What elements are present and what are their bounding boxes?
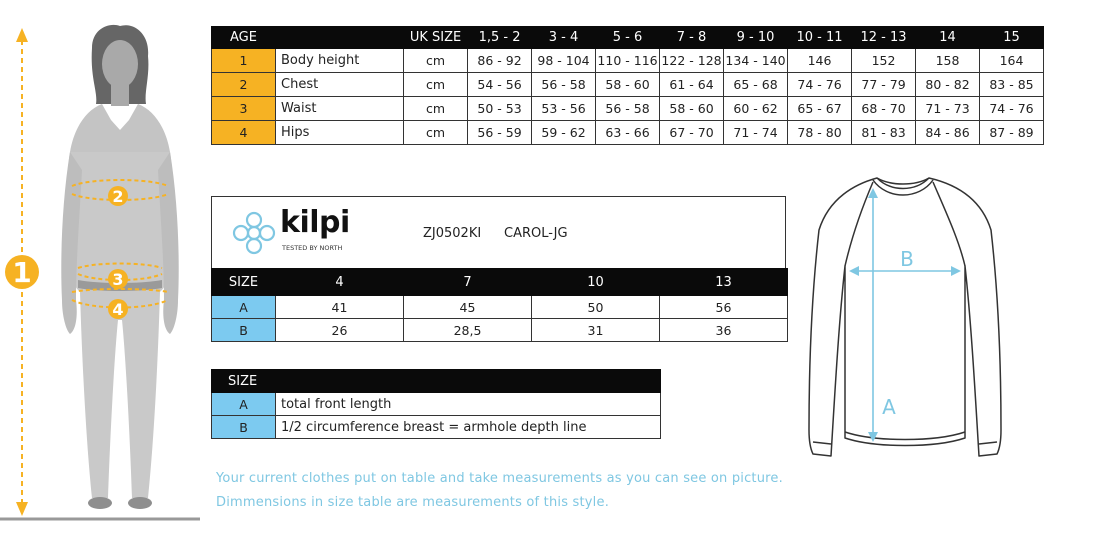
product-size-table: [211, 268, 788, 342]
row-label: Chest: [276, 73, 404, 97]
row-number: 3: [212, 97, 276, 121]
table-cell: 54 - 56: [468, 73, 532, 97]
brand-header: [211, 196, 786, 268]
table-cell: 56: [660, 296, 788, 319]
table-cell: 146: [788, 49, 852, 73]
shirt-marker-b: B: [900, 247, 914, 271]
legend-header-label: SIZE: [212, 370, 661, 393]
row-label: Waist: [276, 97, 404, 121]
size-table-header: [212, 269, 788, 296]
table-cell: 74 - 76: [788, 73, 852, 97]
header-size: 5 - 6: [596, 27, 660, 49]
table-cell: 45: [404, 296, 532, 319]
table-cell: 53 - 56: [532, 97, 596, 121]
table-cell: 98 - 104: [532, 49, 596, 73]
row-description: 1/2 circumference breast = armhole depth line: [276, 416, 661, 439]
table-cell: 26: [276, 319, 404, 342]
table-row: [212, 416, 661, 439]
legend-header: [212, 370, 661, 393]
row-label: Hips: [276, 121, 404, 145]
table-cell: 81 - 83: [852, 121, 916, 145]
table-cell: 77 - 79: [852, 73, 916, 97]
table-row: [212, 49, 1044, 73]
header-size: 1,5 - 2: [468, 27, 532, 49]
table-cell: 83 - 85: [980, 73, 1044, 97]
age-size-table: [211, 26, 1044, 145]
table-cell: 122 - 128: [660, 49, 724, 73]
table-cell: 50: [532, 296, 660, 319]
row-label: B: [212, 416, 276, 439]
table-cell: 78 - 80: [788, 121, 852, 145]
waist-marker-label: 3: [112, 270, 124, 289]
row-unit: cm: [404, 73, 468, 97]
header-size: 12 - 13: [852, 27, 916, 49]
brand-logo-text: kilpi: [280, 205, 350, 240]
table-cell: 61 - 64: [660, 73, 724, 97]
table-cell: 152: [852, 49, 916, 73]
table-row: [212, 319, 788, 342]
product-name: CAROL-JG: [504, 226, 568, 241]
table-cell: 60 - 62: [724, 97, 788, 121]
row-label: Body height: [276, 49, 404, 73]
table-cell: 158: [916, 49, 980, 73]
long-sleeve-shirt-illustration: [805, 170, 1015, 470]
row-label: A: [212, 296, 276, 319]
table-cell: 50 - 53: [468, 97, 532, 121]
header-size: 9 - 10: [724, 27, 788, 49]
header-size-label: SIZE: [212, 269, 276, 296]
table-row: [212, 97, 1044, 121]
table-cell: 58 - 60: [660, 97, 724, 121]
table-cell: 68 - 70: [852, 97, 916, 121]
row-unit: cm: [404, 49, 468, 73]
table-cell: 84 - 86: [916, 121, 980, 145]
shirt-marker-a: A: [882, 395, 896, 419]
header-size: 7: [404, 269, 532, 296]
row-number: 1: [212, 49, 276, 73]
header-uk-size: UK SIZE: [404, 27, 468, 49]
instruction-note-1: Your current clothes put on table and take measurements as you can see on picture.: [216, 471, 783, 486]
table-cell: 65 - 67: [788, 97, 852, 121]
table-row: [212, 393, 661, 416]
table-cell: 80 - 82: [916, 73, 980, 97]
table-cell: 164: [980, 49, 1044, 73]
table-cell: 31: [532, 319, 660, 342]
table-cell: 28,5: [404, 319, 532, 342]
brand-tagline: TESTED BY NORTH: [282, 244, 343, 252]
row-label: A: [212, 393, 276, 416]
header-size: 10 - 11: [788, 27, 852, 49]
table-cell: 67 - 70: [660, 121, 724, 145]
table-cell: 87 - 89: [980, 121, 1044, 145]
row-description: total front length: [276, 393, 661, 416]
kilpi-knot-logo: [230, 209, 278, 257]
header-size: 7 - 8: [660, 27, 724, 49]
chest-marker-label: 2: [112, 187, 124, 206]
table-cell: 56 - 59: [468, 121, 532, 145]
instruction-note-2: Dimmensions in size table are measurements of this style.: [216, 495, 610, 510]
header-size: 13: [660, 269, 788, 296]
table-cell: 65 - 68: [724, 73, 788, 97]
table-cell: 56 - 58: [596, 97, 660, 121]
body-figure-illustration: [0, 0, 210, 539]
row-label: B: [212, 319, 276, 342]
row-number: 2: [212, 73, 276, 97]
table-row: [212, 73, 1044, 97]
product-code: ZJ0502KI: [423, 226, 482, 241]
table-row: [212, 296, 788, 319]
header-size: 14: [916, 27, 980, 49]
table-cell: 63 - 66: [596, 121, 660, 145]
header-size: 15: [980, 27, 1044, 49]
table-cell: 74 - 76: [980, 97, 1044, 121]
table-cell: 41: [276, 296, 404, 319]
measurement-legend-table: [211, 369, 661, 439]
header-size: 10: [532, 269, 660, 296]
hips-marker-label: 4: [112, 300, 124, 319]
table-row: [212, 121, 1044, 145]
row-unit: cm: [404, 97, 468, 121]
header-size: 3 - 4: [532, 27, 596, 49]
table-cell: 36: [660, 319, 788, 342]
row-unit: cm: [404, 121, 468, 145]
table-cell: 59 - 62: [532, 121, 596, 145]
table-cell: 71 - 74: [724, 121, 788, 145]
header-age: AGE: [212, 27, 404, 49]
table-cell: 110 - 116: [596, 49, 660, 73]
age-table-header: [212, 27, 1044, 49]
table-cell: 134 - 140: [724, 49, 788, 73]
header-size: 4: [276, 269, 404, 296]
table-cell: 56 - 58: [532, 73, 596, 97]
table-cell: 86 - 92: [468, 49, 532, 73]
height-marker-label: 1: [12, 256, 32, 289]
row-number: 4: [212, 121, 276, 145]
table-cell: 71 - 73: [916, 97, 980, 121]
table-cell: 58 - 60: [596, 73, 660, 97]
